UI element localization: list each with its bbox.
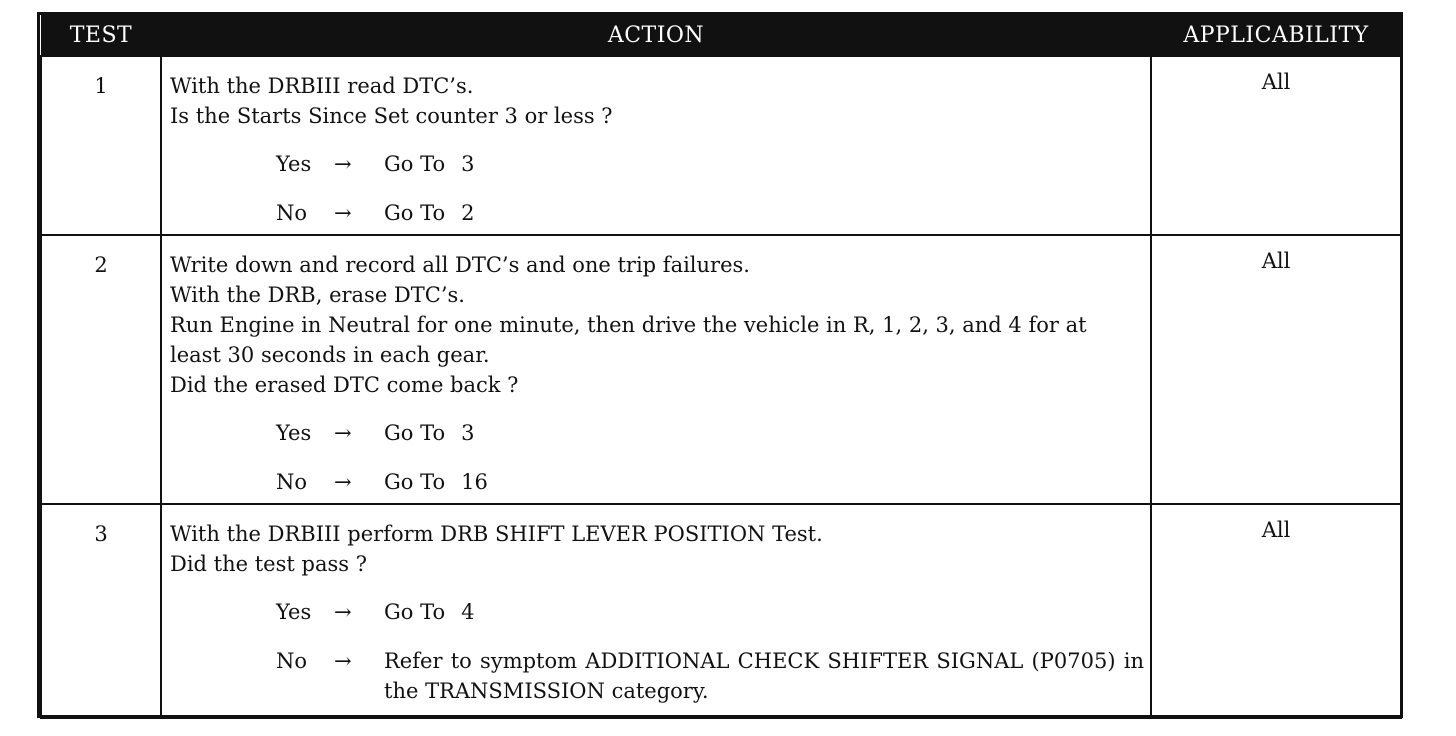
- goto-label: Go To: [384, 421, 446, 445]
- applicability-value: All: [1151, 235, 1401, 504]
- answer-label: No: [276, 201, 308, 225]
- answers: [170, 149, 1144, 228]
- arrow-icon: →: [334, 649, 352, 673]
- yes-answer: [276, 597, 1144, 627]
- no-answer: [276, 467, 1144, 497]
- test-row-2: [41, 235, 1401, 504]
- yes-answer: [276, 149, 1144, 179]
- action-line: Did the test pass ?: [170, 552, 367, 576]
- action-line: Write down and record all DTC’s and one trip failures.: [170, 253, 750, 277]
- arrow-icon: →: [334, 421, 352, 445]
- test-number: 3: [41, 504, 161, 718]
- goto-target: 3: [461, 152, 475, 176]
- answers: [170, 418, 1144, 497]
- goto-target: 16: [461, 470, 488, 494]
- answers: [170, 597, 1144, 706]
- arrow-icon: →: [334, 152, 352, 176]
- header-action: ACTION: [161, 15, 1151, 56]
- applicability-value: All: [1151, 56, 1401, 235]
- test-number: 2: [41, 235, 161, 504]
- goto: [384, 597, 1144, 627]
- arrow-icon: →: [334, 201, 352, 225]
- yes-answer: [276, 418, 1144, 448]
- action-line: Did the erased DTC come back ?: [170, 373, 519, 397]
- action-line: With the DRBIII read DTC’s.: [170, 74, 474, 98]
- arrow-icon: →: [334, 600, 352, 624]
- answer-label: No: [276, 649, 308, 673]
- action-line: Is the Starts Since Set counter 3 or less ?: [170, 104, 613, 128]
- test-row-3: [41, 504, 1401, 718]
- arrow-icon: →: [334, 470, 352, 494]
- test-table: [40, 15, 1402, 719]
- action-cell: [161, 504, 1151, 718]
- action-line: Run Engine in Neutral for one minute, then drive the vehicle in R, 1, 2, 3, and 4 for at least 30 seconds in each gear.: [170, 313, 1087, 367]
- applicability-value: All: [1151, 504, 1401, 718]
- action-cell: [161, 56, 1151, 235]
- header-row: [41, 15, 1401, 56]
- goto-label: Go To: [384, 470, 446, 494]
- refer-text: Refer to symptom ADDITIONAL CHECK SHIFTER SIGNAL (P0705) in the TRANSMISSION category.: [384, 649, 1144, 703]
- goto-label: Go To: [384, 152, 446, 176]
- action-cell: [161, 235, 1151, 504]
- goto: [384, 418, 1144, 448]
- header-test: TEST: [41, 15, 161, 56]
- goto-label: Go To: [384, 201, 446, 225]
- answer-label: No: [276, 470, 308, 494]
- action-line: With the DRBIII perform DRB SHIFT LEVER POSITION Test.: [170, 522, 823, 546]
- answer-label: Yes: [276, 152, 312, 176]
- goto-target: 2: [461, 201, 475, 225]
- no-answer: [276, 198, 1144, 228]
- goto: [384, 149, 1144, 179]
- answer-label: Yes: [276, 421, 312, 445]
- goto-label: Go To: [384, 600, 446, 624]
- header-applicability: APPLICABILITY: [1151, 15, 1401, 56]
- action-line: With the DRB, erase DTC’s.: [170, 283, 465, 307]
- goto-target: 3: [461, 421, 475, 445]
- test-number: 1: [41, 56, 161, 235]
- answer-label: Yes: [276, 600, 312, 624]
- no-answer: [276, 646, 1144, 706]
- diagnostic-test-table: [37, 12, 1403, 718]
- test-row-1: [41, 56, 1401, 235]
- goto-target: 4: [461, 600, 475, 624]
- goto: [384, 467, 1144, 497]
- goto: [384, 198, 1144, 228]
